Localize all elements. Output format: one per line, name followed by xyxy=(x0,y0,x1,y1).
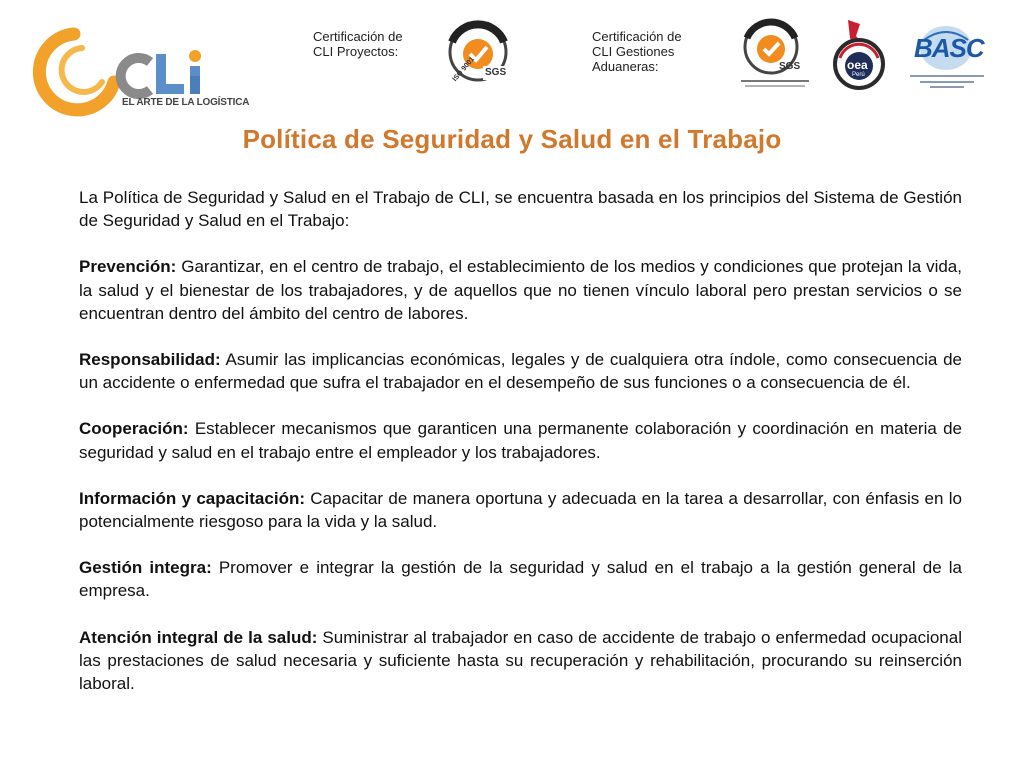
principle-informacion xyxy=(79,487,962,533)
principle-term: Gestión integra: xyxy=(79,558,212,578)
oea-badge xyxy=(830,18,888,92)
sgs-label: SGS xyxy=(485,67,507,78)
principle-text: Establecer mecanismos que garanticen una permanente colaboración y coordinación en materia de seguridad y salud en el trabajo entre el empleador y los trabajadores. xyxy=(79,419,962,462)
principle-text: Garantizar, en el centro de trabajo, el establecimiento de los medios y condiciones que protejan la vida, la salud y el bienestar de los trabajadores, y de aquellos que no tienen vínculo laboral pero prestan servicios o se encuentran dentro del ámbito del centro de labores. xyxy=(79,257,962,323)
principle-text: Suministrar al trabajador en caso de accidente de trabajo o enfermedad ocupacional las prestaciones de salud necesaria y suficiente hasta su recuperación y rehabilitación, procurando su reinserción laboral. xyxy=(79,627,962,694)
principle-atencion xyxy=(79,626,962,696)
cli-logo xyxy=(22,24,250,120)
iso-sgs-icon xyxy=(735,17,815,91)
iso-sgs-badge-projects xyxy=(443,20,513,86)
principle-term: Atención integral de la salud: xyxy=(79,627,318,647)
principle-gestion xyxy=(79,556,962,602)
intro-paragraph: La Política de Seguridad y Salud en el Trabajo de CLI, se encuentra basada en los principios del Sistema de Gestión de Seguridad y Salud en el Trabajo: xyxy=(79,188,962,231)
principle-cooperacion xyxy=(79,417,962,463)
principle-text: Promover e integrar la gestión de la seguridad y salud en el trabajo a la gestión general de la empresa. xyxy=(79,558,962,601)
cert-projects-label: Certificación de CLI Proyectos: xyxy=(313,29,403,59)
oea-sub-label: Perú xyxy=(852,72,865,78)
basc-badge xyxy=(906,20,988,92)
principle-term: Responsabilidad: xyxy=(79,350,221,370)
principle-prevencion xyxy=(79,255,962,325)
logo-tagline: EL ARTE DE LA LOGÍSTICA xyxy=(122,97,250,108)
principle-text: Asumir las implicancias económicas, legales y de cualquiera otra índole, como consecuencia de un accidente o enfermedad que sufra el trabajador en el desempeño de sus funciones o a consecuencia de él. xyxy=(79,350,962,393)
policy-body xyxy=(79,186,962,718)
principle-term: Información y capacitación: xyxy=(79,488,305,508)
principle-responsabilidad xyxy=(79,348,962,394)
iso-label: ISO 9001 xyxy=(451,55,476,84)
iso-sgs-badge-customs xyxy=(735,17,815,91)
basc-label: BASC xyxy=(914,33,984,63)
principle-term: Prevención: xyxy=(79,257,177,277)
oea-peru-icon xyxy=(830,18,888,92)
sgs-label: SGS xyxy=(779,61,801,72)
principle-term: Cooperación: xyxy=(79,419,189,439)
oea-label: oea xyxy=(847,58,868,72)
page-title: Política de Seguridad y Salud en el Trabajo xyxy=(242,124,782,154)
cert-customs-label: Certificación de CLI Gestiones Aduaneras: xyxy=(592,29,682,74)
principle-text: Capacitar de manera oportuna y adecuada en la tarea a desarrollar, con énfasis en lo potencialmente riesgoso para la vida y la salud. xyxy=(79,488,962,532)
